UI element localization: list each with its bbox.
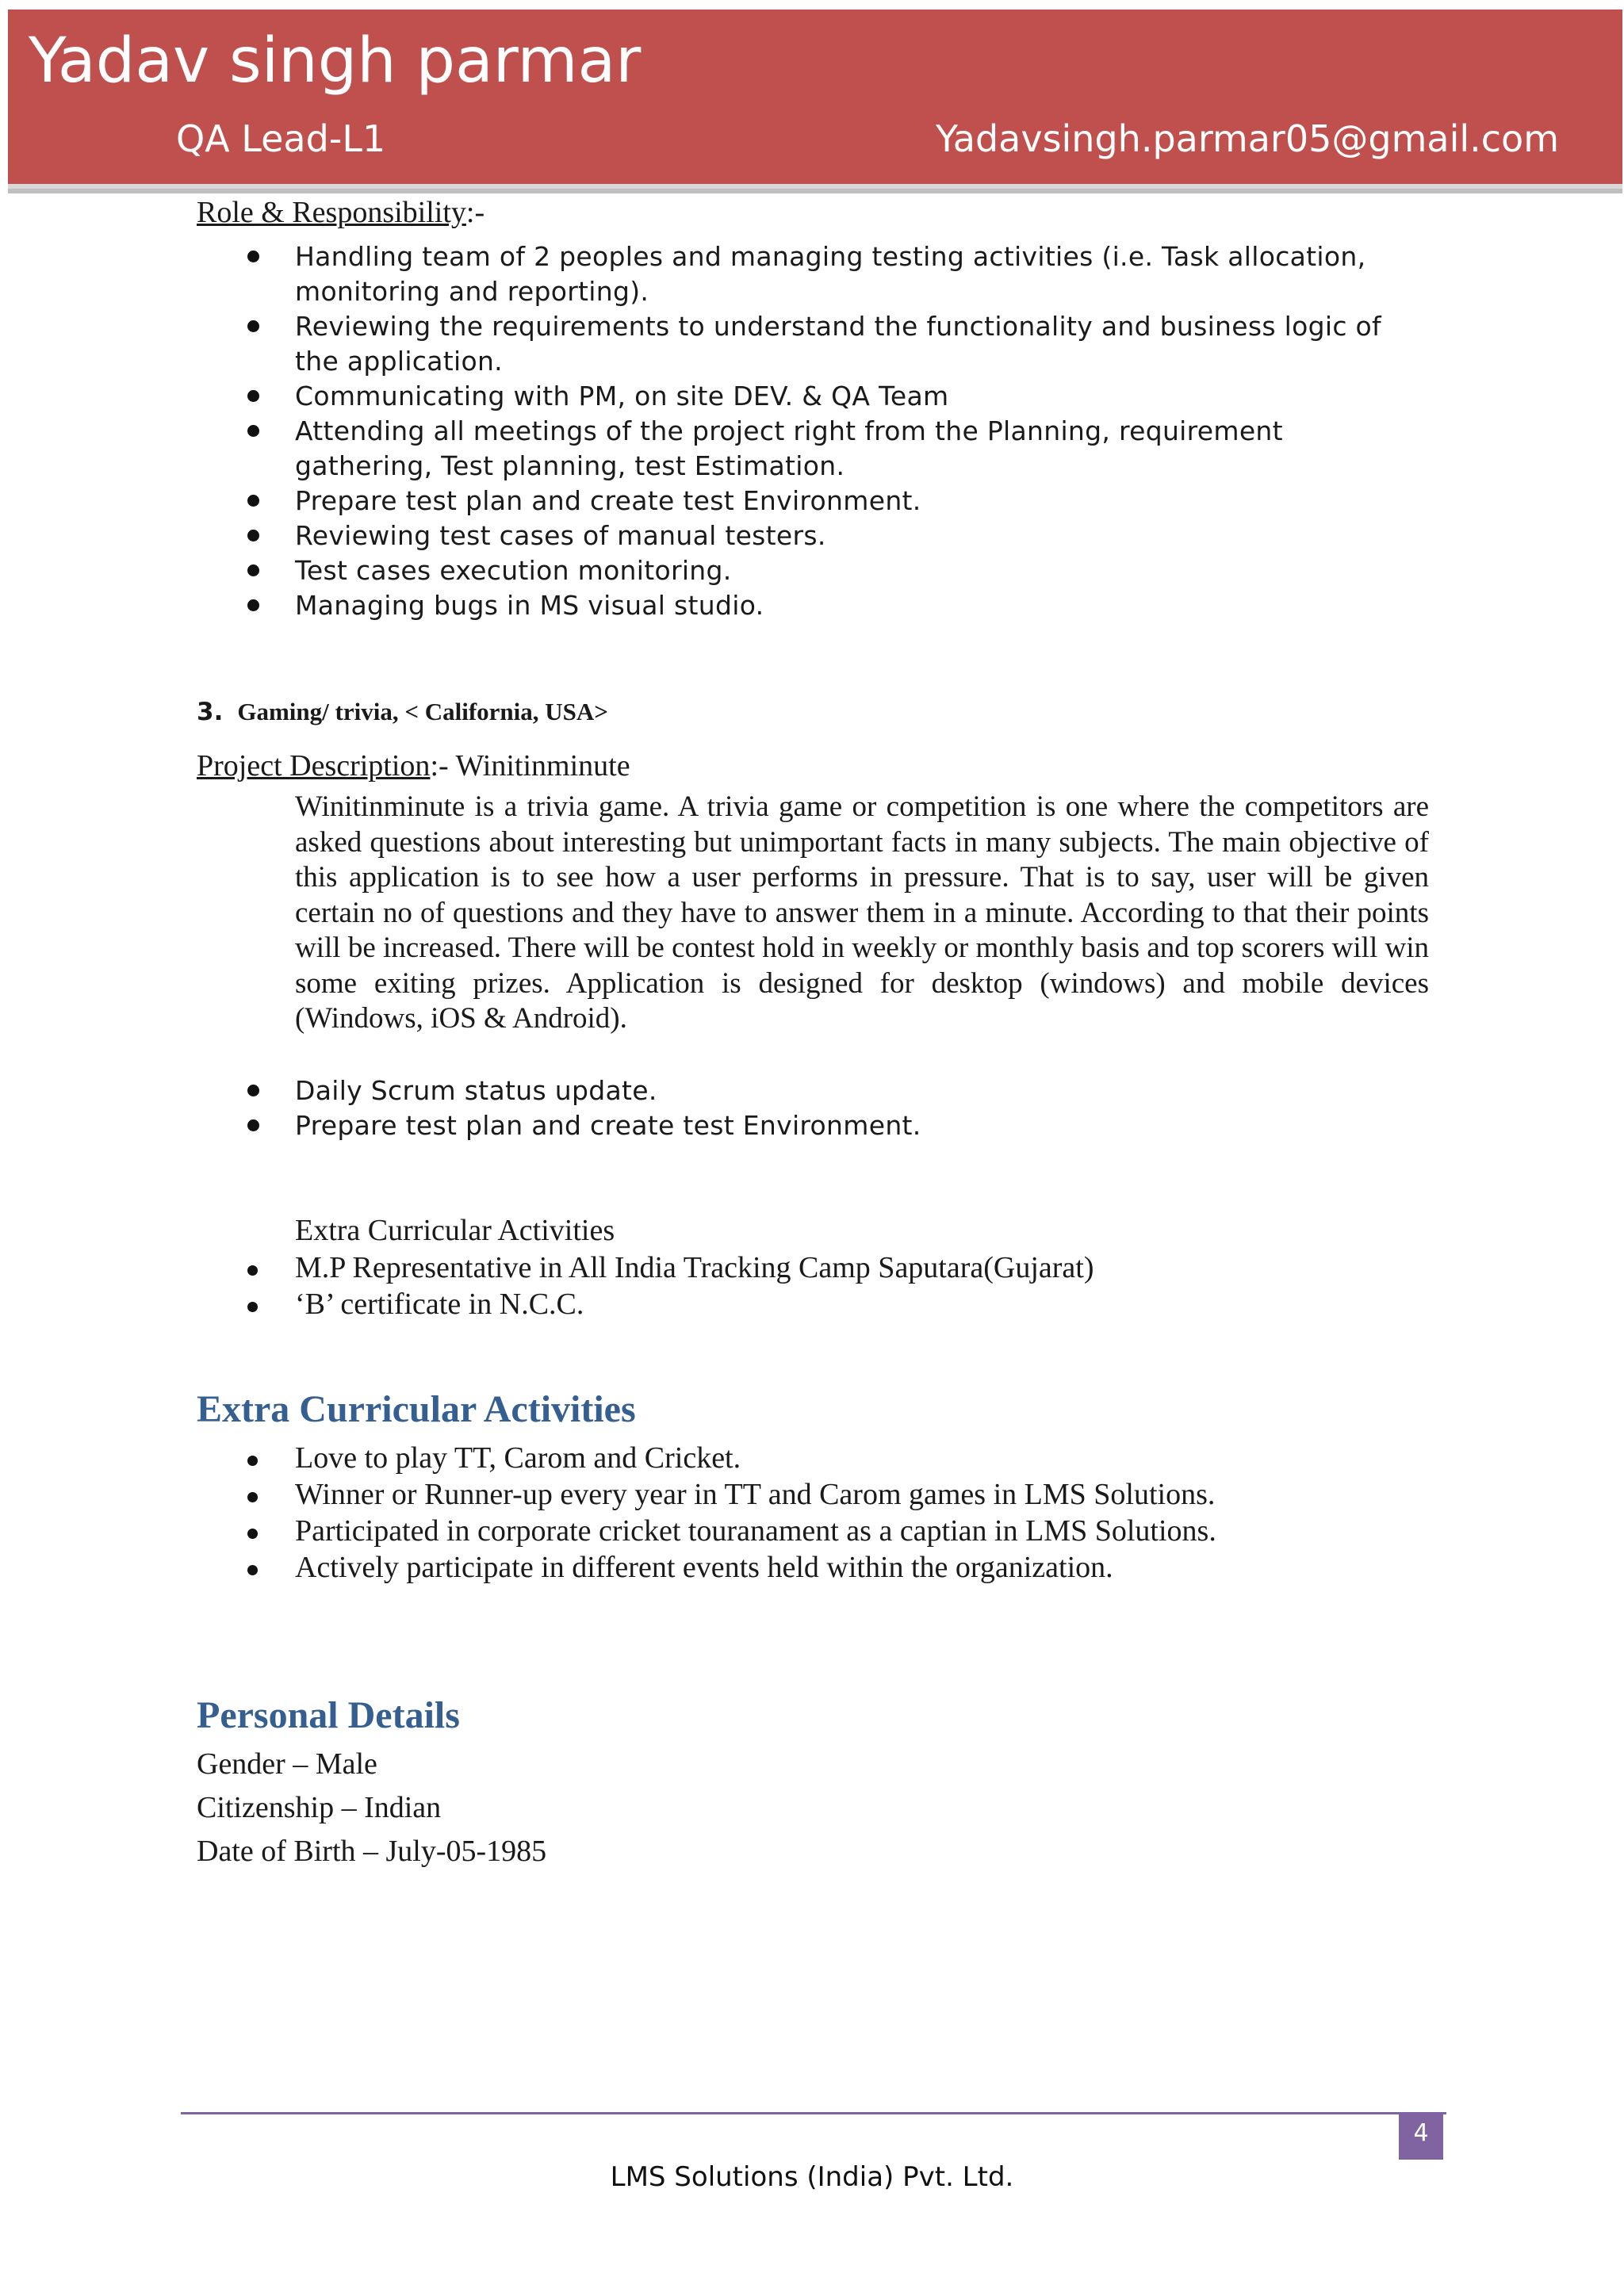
- bullet-icon: [247, 1492, 258, 1502]
- bullet-icon: [247, 1302, 258, 1312]
- bullet-icon: [247, 1085, 259, 1096]
- extra-curricular-heading: Extra Curricular Activities: [197, 1388, 636, 1430]
- project-description-label: [197, 748, 630, 785]
- bullet-icon: [247, 1529, 258, 1539]
- personal-details-heading: Personal Details: [197, 1694, 460, 1736]
- list-item: Reviewing the requirements to understand the functionality and business logic of the application.: [197, 309, 1410, 379]
- project-description-paragraph: Winitinminute is a trivia game. A trivia game or competition is one where the competitors are asked questions about interesting but unimportant facts in many subjects. The main objective of this application is to see how a user performs in pressure. That is to say, user will be given certain no of questions and they have to answer them in a minute. According to that their points will be increased. There will be contest hold in weekly or monthly basis and top scorers will win some exiting prizes. Application is designed for desktop (windows) and mobile devices (Windows, iOS & Android).: [295, 790, 1429, 1035]
- citizenship-line: Citizenship – Indian: [197, 1791, 442, 1824]
- project-description-name: :- Winitinminute: [430, 749, 630, 783]
- bullet-icon: [247, 1119, 259, 1131]
- footer-divider: [181, 2112, 1446, 2114]
- extra-inline-heading: Extra Curricular Activities: [295, 1214, 615, 1247]
- dob-line: Date of Birth – July-05-1985: [197, 1835, 547, 1868]
- bullet-icon: [247, 564, 259, 576]
- project-name: Gaming/ trivia, < California, USA>: [237, 698, 608, 725]
- list-item: Winner or Runner-up every year in TT and Carom games in LMS Solutions.: [197, 1476, 1410, 1513]
- list-item: M.P Representative in All India Tracking Camp Saputara(Gujarat): [197, 1249, 1410, 1286]
- bullet-icon: [247, 530, 259, 541]
- bullet-icon: [247, 390, 259, 402]
- gender-line: Gender – Male: [197, 1747, 377, 1781]
- list-item: Attending all meetings of the project right from the Planning, requirement gathering, Test planning, test Estimation.: [197, 414, 1410, 484]
- role-heading-label: Role & Responsibility: [197, 196, 466, 229]
- project-description-heading: Project Description: [197, 749, 431, 783]
- bullet-icon: [247, 1456, 258, 1466]
- bullet-icon: [247, 320, 259, 332]
- role-heading-suffix: :-: [465, 196, 485, 229]
- list-item: Actively participate in different events held within the organization.: [197, 1549, 1410, 1586]
- list-item: Prepare test plan and create test Environment.: [197, 484, 1410, 519]
- list-item: Participated in corporate cricket touranament as a captian in LMS Solutions.: [197, 1513, 1410, 1549]
- bullet-icon: [247, 425, 259, 437]
- bullet-icon: [247, 251, 259, 262]
- list-item: Daily Scrum status update.: [197, 1073, 1410, 1108]
- project-number: 3.: [197, 698, 224, 726]
- candidate-name: Yadav singh parmar: [29, 25, 642, 97]
- footer-company: LMS Solutions (India) Pvt. Ltd.: [610, 2161, 1014, 2193]
- bullet-icon: [247, 1565, 258, 1575]
- header-banner: [8, 10, 1622, 189]
- extra-inline-list: [197, 1249, 1410, 1322]
- list-item: Handling team of 2 peoples and managing testing activities (i.e. Task allocation, monitoring and reporting).: [197, 239, 1410, 309]
- personal-details-block: [197, 1743, 546, 1873]
- project-3-title: [197, 698, 608, 726]
- project-3-list: [197, 1073, 1410, 1143]
- list-item: Prepare test plan and create test Environment.: [197, 1108, 1410, 1143]
- extra-curricular-list: [197, 1440, 1410, 1586]
- bullet-icon: [247, 599, 259, 611]
- list-item: Love to play TT, Carom and Cricket.: [197, 1440, 1410, 1476]
- list-item: Managing bugs in MS visual studio.: [197, 588, 1410, 623]
- list-item: ‘B’ certificate in N.C.C.: [197, 1286, 1410, 1322]
- bullet-icon: [247, 1265, 258, 1276]
- candidate-email[interactable]: Yadavsingh.parmar05@gmail.com: [936, 117, 1559, 160]
- role-responsibility-list: [197, 239, 1410, 623]
- list-item: Communicating with PM, on site DEV. & QA Team: [197, 379, 1410, 414]
- list-item: Test cases execution monitoring.: [197, 553, 1410, 588]
- page-number: 4: [1399, 2112, 1443, 2160]
- candidate-role: QA Lead-L1: [176, 117, 386, 160]
- bullet-icon: [247, 495, 259, 507]
- list-item: Reviewing test cases of manual testers.: [197, 519, 1410, 553]
- role-heading: [197, 195, 485, 232]
